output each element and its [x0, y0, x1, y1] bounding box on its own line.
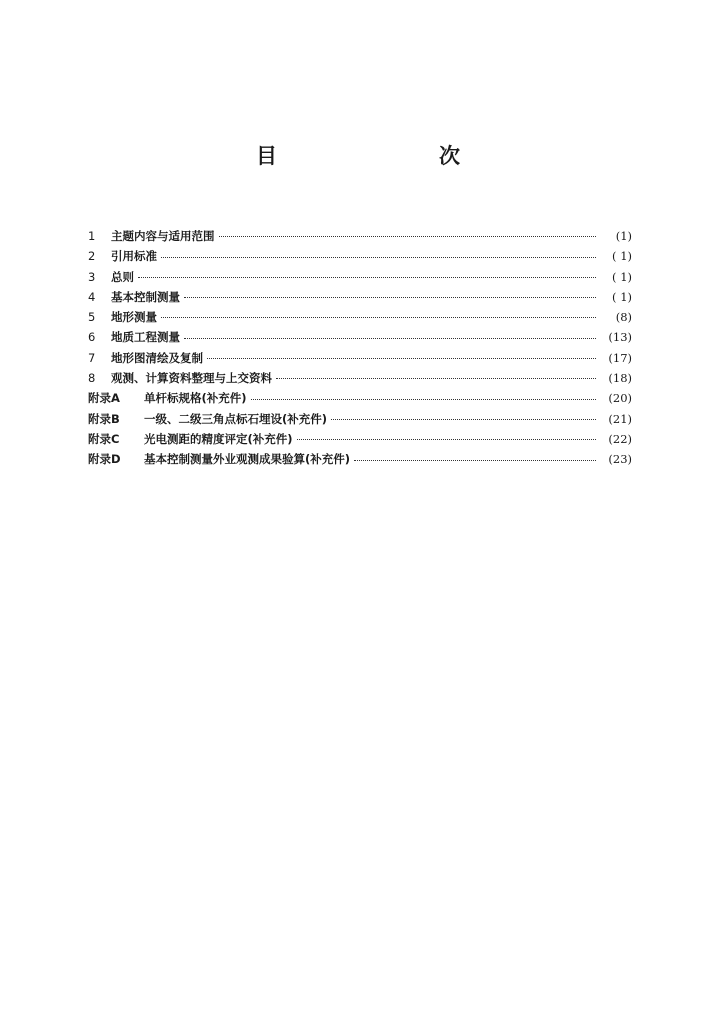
table-of-contents	[88, 226, 632, 470]
dot-leader	[276, 378, 596, 379]
toc-entry-page: (17)	[608, 350, 632, 365]
toc-entry-label: 地质工程测量	[111, 330, 180, 345]
dot-leader	[297, 439, 596, 440]
toc-entry-page: (1)	[615, 229, 632, 243]
toc-entry-number: 2	[88, 249, 96, 264]
toc-entry-number: 附录D	[88, 452, 121, 467]
toc-entry	[88, 368, 632, 388]
toc-entry-label: 地形图清绘及复制	[111, 350, 203, 365]
toc-entry-number: 4	[88, 289, 96, 304]
toc-entry-number: 7	[88, 350, 96, 365]
toc-entry-label: 观测、计算资料整理与上交资料	[111, 371, 272, 386]
toc-entry-label: 主题内容与适用范围	[111, 229, 215, 243]
toc-entry-number: 1	[88, 229, 96, 243]
toc-entry-label: 基本控制测量	[111, 289, 180, 304]
dot-leader	[219, 236, 597, 237]
page-title: 目 次	[256, 144, 500, 168]
toc-entry-number: 5	[88, 310, 96, 325]
dot-leader	[184, 338, 596, 339]
toc-entry-number: 8	[88, 371, 96, 386]
toc-entry-page: (23)	[608, 452, 632, 467]
dot-leader	[184, 297, 596, 298]
toc-entry-number: 附录B	[88, 411, 120, 426]
dot-leader	[138, 277, 596, 278]
toc-entry-page: ( 1)	[612, 249, 632, 264]
toc-entry	[88, 246, 632, 266]
toc-entry-page: (18)	[608, 371, 632, 386]
toc-entry	[88, 267, 632, 287]
toc-entry	[88, 449, 632, 469]
dot-leader	[354, 460, 596, 461]
toc-entry-number: 附录A	[88, 391, 120, 406]
toc-entry	[88, 429, 632, 449]
toc-entry-page: ( 1)	[612, 269, 632, 284]
dot-leader	[251, 399, 596, 400]
toc-entry-page: (22)	[608, 431, 632, 446]
toc-entry-label: 总则	[111, 269, 134, 284]
toc-entry-label: 一级、二级三角点标石埋设(补充件)	[144, 411, 328, 426]
dot-leader	[161, 317, 596, 318]
toc-entry	[88, 409, 632, 429]
toc-entry-label: 单杆标规格(补充件)	[144, 391, 247, 406]
toc-entry-page: ( 1)	[612, 289, 632, 304]
dot-leader	[161, 257, 596, 258]
toc-entry-page: (8)	[615, 310, 632, 325]
toc-entry	[88, 226, 632, 246]
toc-entry	[88, 388, 632, 408]
toc-entry-page: (21)	[608, 411, 632, 426]
dot-leader	[207, 358, 596, 359]
toc-entry-page: (20)	[608, 391, 632, 406]
toc-entry-label: 基本控制测量外业观测成果验算(补充件)	[144, 452, 351, 467]
dot-leader	[331, 419, 596, 420]
toc-entry-page: (13)	[608, 330, 632, 345]
toc-entry-number: 3	[88, 269, 96, 284]
toc-entry-label: 光电测距的精度评定(补充件)	[144, 431, 293, 446]
toc-entry	[88, 287, 632, 307]
toc-entry-number: 附录C	[88, 431, 120, 446]
toc-entry-number: 6	[88, 330, 96, 345]
toc-entry-label: 引用标准	[111, 249, 157, 264]
toc-entry	[88, 327, 632, 347]
toc-entry	[88, 307, 632, 327]
toc-entry	[88, 348, 632, 368]
toc-entry-label: 地形测量	[111, 310, 157, 325]
